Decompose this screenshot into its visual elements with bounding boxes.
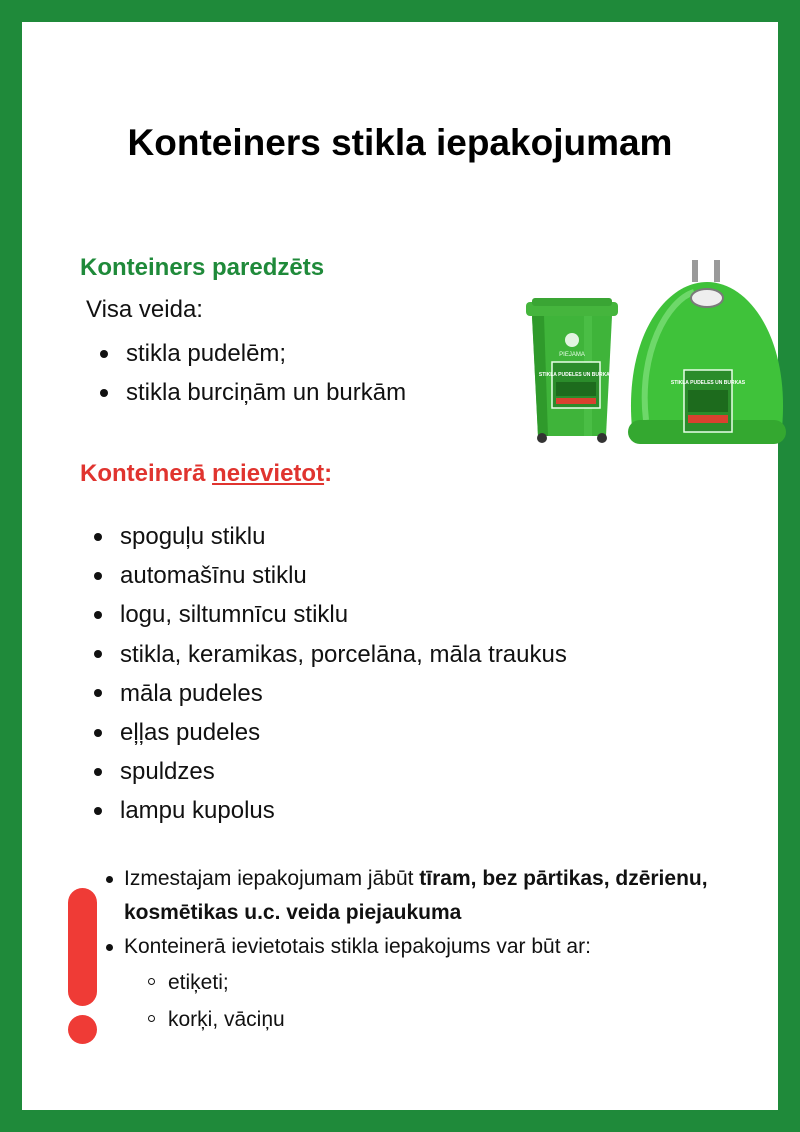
denied-item: eļļas pudeles xyxy=(94,713,567,752)
allowed-intro: Visa veida: xyxy=(86,296,203,323)
exclamation-icon xyxy=(68,888,97,1006)
allowed-item: stikla pudelēm; xyxy=(100,334,406,373)
denied-list xyxy=(94,517,567,831)
bin-label-text: STIKLA PUDELES UN BURKAS xyxy=(538,372,614,378)
attachments-sublist xyxy=(124,964,754,1038)
note-cleanliness-text: Izmestajam iepakojumam jābūt xyxy=(124,867,420,890)
denied-item: automašīnu stiklu xyxy=(94,556,567,595)
note-cleanliness xyxy=(104,862,754,930)
note-allowed-attachments-text: Konteinerā ievietotais stikla iepakojums var būt ar: xyxy=(124,935,591,958)
note-allowed-attachments xyxy=(104,930,754,1038)
igloo-container-image xyxy=(624,260,790,452)
denied-heading-prefix: Konteinerā xyxy=(80,460,213,487)
note-cleanliness-bold: tīram, bez pārtikas, dzērienu, kosmētikas u.c. veida piejaukuma xyxy=(124,867,708,924)
notes-list xyxy=(104,862,754,1038)
attachment-item: etiķeti; xyxy=(148,964,754,1001)
dome-label-text: STIKLA PUDELES UN BURKAS xyxy=(670,380,746,386)
denied-item: spuldzes xyxy=(94,752,567,791)
wheelie-bin-image xyxy=(522,298,622,443)
denied-item: lampu kupolus xyxy=(94,791,567,830)
denied-item: logu, siltumnīcu stiklu xyxy=(94,595,567,634)
denied-heading-suffix: : xyxy=(324,460,333,487)
exclamation-dot-icon xyxy=(68,1015,97,1044)
attachment-item: korķi, vāciņu xyxy=(148,1001,754,1038)
denied-item: stikla, keramikas, porcelāna, māla traukus xyxy=(94,635,567,674)
page-title: Konteiners stikla iepakojumam xyxy=(127,122,673,163)
denied-item: māla pudeles xyxy=(94,674,567,713)
bin-brand-text: PIEJAMA xyxy=(559,352,585,358)
denied-item: spoguļu stiklu xyxy=(94,517,567,556)
allowed-heading: Konteiners paredzēts xyxy=(80,254,325,281)
denied-heading-emphasis: neievietot xyxy=(212,460,325,487)
allowed-list xyxy=(100,334,406,412)
denied-heading xyxy=(80,460,332,488)
allowed-item: stikla burciņām un burkām xyxy=(100,373,406,412)
